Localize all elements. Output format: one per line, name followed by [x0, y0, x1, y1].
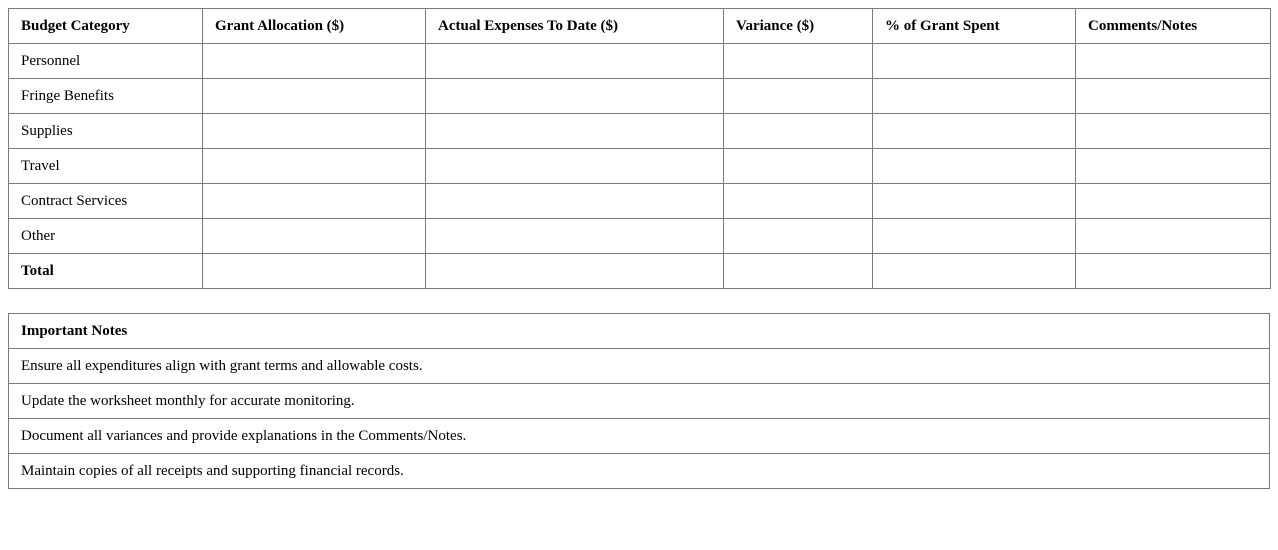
notes-header-row	[9, 314, 1270, 349]
category-cell: Supplies	[9, 114, 203, 149]
note-text: Maintain copies of all receipts and supporting financial records.	[9, 454, 1270, 489]
table-row	[9, 184, 1271, 219]
note-text: Document all variances and provide explanations in the Comments/Notes.	[9, 419, 1270, 454]
list-item	[9, 384, 1270, 419]
variance-cell[interactable]	[724, 79, 873, 114]
actual-cell[interactable]	[426, 254, 724, 289]
category-cell: Personnel	[9, 44, 203, 79]
percent-spent-cell[interactable]	[873, 44, 1076, 79]
actual-cell[interactable]	[426, 149, 724, 184]
note-text: Update the worksheet monthly for accurate monitoring.	[9, 384, 1270, 419]
percent-spent-cell[interactable]	[873, 149, 1076, 184]
actual-cell[interactable]	[426, 79, 724, 114]
header-actual-expenses: Actual Expenses To Date ($)	[426, 9, 724, 44]
allocation-cell[interactable]	[203, 114, 426, 149]
list-item	[9, 419, 1270, 454]
notes-table	[8, 313, 1270, 489]
actual-cell[interactable]	[426, 219, 724, 254]
note-text: Ensure all expenditures align with grant terms and allowable costs.	[9, 349, 1270, 384]
table-row	[9, 114, 1271, 149]
category-cell: Contract Services	[9, 184, 203, 219]
percent-spent-cell[interactable]	[873, 184, 1076, 219]
variance-cell[interactable]	[724, 254, 873, 289]
percent-spent-cell[interactable]	[873, 219, 1076, 254]
comments-cell[interactable]	[1076, 114, 1271, 149]
notes-header: Important Notes	[9, 314, 1270, 349]
variance-cell[interactable]	[724, 149, 873, 184]
total-label-cell: Total	[9, 254, 203, 289]
budget-header-row	[9, 9, 1271, 44]
allocation-cell[interactable]	[203, 149, 426, 184]
budget-table	[8, 8, 1271, 289]
comments-cell[interactable]	[1076, 184, 1271, 219]
comments-cell[interactable]	[1076, 254, 1271, 289]
header-percent-spent: % of Grant Spent	[873, 9, 1076, 44]
variance-cell[interactable]	[724, 219, 873, 254]
allocation-cell[interactable]	[203, 254, 426, 289]
actual-cell[interactable]	[426, 44, 724, 79]
comments-cell[interactable]	[1076, 44, 1271, 79]
header-variance: Variance ($)	[724, 9, 873, 44]
table-row	[9, 44, 1271, 79]
category-cell: Travel	[9, 149, 203, 184]
actual-cell[interactable]	[426, 114, 724, 149]
allocation-cell[interactable]	[203, 44, 426, 79]
percent-spent-cell[interactable]	[873, 114, 1076, 149]
allocation-cell[interactable]	[203, 219, 426, 254]
variance-cell[interactable]	[724, 114, 873, 149]
total-row	[9, 254, 1271, 289]
comments-cell[interactable]	[1076, 149, 1271, 184]
category-cell: Other	[9, 219, 203, 254]
list-item	[9, 454, 1270, 489]
table-row	[9, 219, 1271, 254]
comments-cell[interactable]	[1076, 219, 1271, 254]
table-row	[9, 79, 1271, 114]
variance-cell[interactable]	[724, 44, 873, 79]
comments-cell[interactable]	[1076, 79, 1271, 114]
header-grant-allocation: Grant Allocation ($)	[203, 9, 426, 44]
percent-spent-cell[interactable]	[873, 79, 1076, 114]
allocation-cell[interactable]	[203, 79, 426, 114]
header-comments: Comments/Notes	[1076, 9, 1271, 44]
actual-cell[interactable]	[426, 184, 724, 219]
percent-spent-cell[interactable]	[873, 254, 1076, 289]
list-item	[9, 349, 1270, 384]
variance-cell[interactable]	[724, 184, 873, 219]
table-row	[9, 149, 1271, 184]
header-budget-category: Budget Category	[9, 9, 203, 44]
allocation-cell[interactable]	[203, 184, 426, 219]
category-cell: Fringe Benefits	[9, 79, 203, 114]
